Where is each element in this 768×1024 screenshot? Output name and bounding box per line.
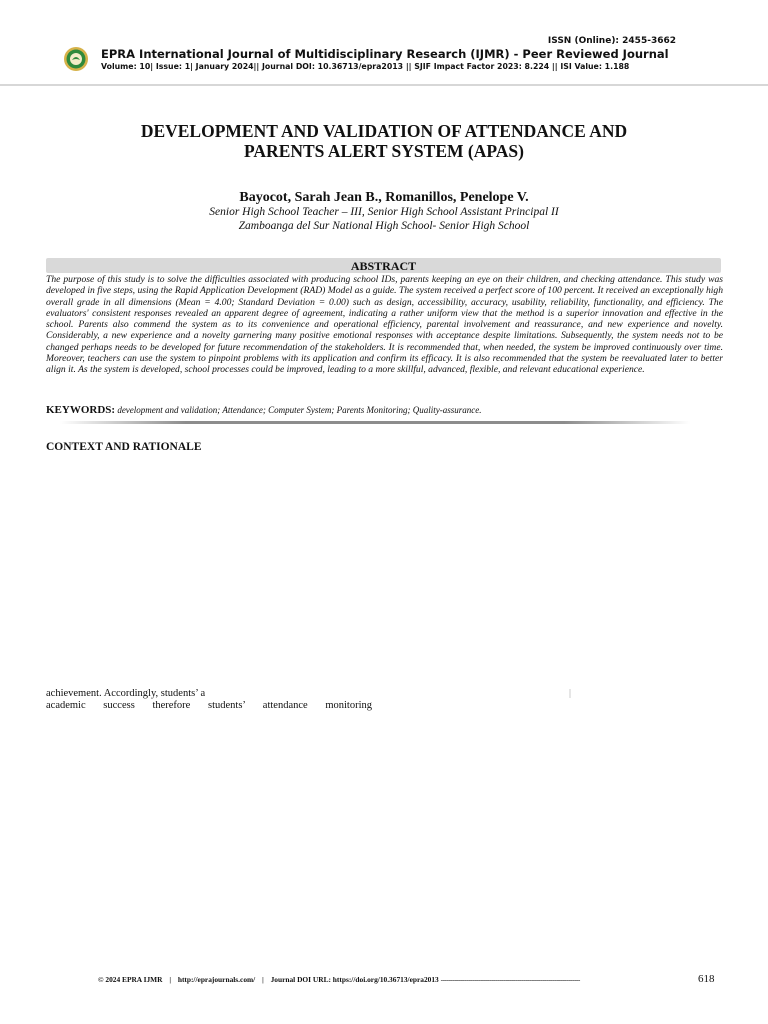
keywords-list: development and validation; Attendance; Computer System; Parents Monitoring; Quality-assurance. <box>115 405 482 415</box>
issn: ISSN (Online): 2455-3662 <box>547 36 676 46</box>
keywords-label: KEYWORDS: <box>46 404 116 416</box>
copyright: 2024 EPRA IJMR <box>105 975 163 984</box>
journal-meta: Volume: 10| Issue: 1| January 2024|| Journal DOI: 10.36713/epra2013 || SJIF Impact Factor 2023: 8.224 || ISI Value: 1.188 <box>101 62 630 71</box>
page-footer: © 2024 EPRA IJMR | http://eprajournals.com/ | Journal DOI URL: https://doi.org/10.36713/epra2013 ----------------------------------------------------------------------- <box>98 975 580 984</box>
journal-seal-icon <box>63 46 89 72</box>
copyright-symbol: © <box>98 975 104 984</box>
abstract-text: The purpose of this study is to solve the difficulties associated with producing school IDs, parents keeping an eye on their children, and checking attendance. This study was developed in five steps, using the Rapid Application Development (RAD) Model as a guide. The system received a perfect score of 100 percent. It received an exceptionally high overall grade in all dimensions (Mean = 4.00; Standard Deviation = 0.00) such as design, accessibility, accuracy, usability, reliability, functionality, and efficiency. The evaluators' consistent responses revealed an apparent degree of agreement, indicating a rather uniform view that the method is a superior innovation and effective in the school. Parents also commend the system as to its convenience and operational efficiency, parental involvement and reassurance, and new experience and novelty. Considerably, a new experience and a novelty garnering many positive emotional responses with acceptance despite limitations. Subsequently, the system needs not to be changed perhaps needs to be developed for future recommendation of the stakeholders. It is recommended that, when needed, the system be improved continuously over time. Moreover, teachers can use the system to pinpoint problems with its application and confirm its efficacy. It is also recommended that the system be reevaluated later to better align it. As the system is developed, school processes could be improved, leading to a more skillful, advanced, flexible, and relevant educational experience. <box>46 274 723 376</box>
paper-title <box>40 121 728 161</box>
paper-title-line-1: DEVELOPMENT AND VALIDATION OF ATTENDANCE AND <box>140 121 628 141</box>
section-divider <box>60 421 690 424</box>
body-text-line-1: achievement. Accordingly, students’ a <box>46 688 206 699</box>
footer-dashes: ----------------------------------------------------------------------- <box>440 975 580 984</box>
journal-title: EPRA International Journal of Multidisciplinary Research (IJMR) - Peer Reviewed Journal <box>101 47 669 61</box>
affiliation-role: Senior High School Teacher – III, Senior High School Assistant Principal II <box>209 206 559 218</box>
text-fragment-mark <box>569 689 571 698</box>
section-heading: CONTEXT AND RATIONALE <box>46 441 202 453</box>
page-number: 618 <box>698 973 715 985</box>
paper-authors: Bayocot, Sarah Jean B., Romanillos, Penelope V. <box>239 190 529 205</box>
journal-header <box>0 0 768 86</box>
body-text-line-2: academic success therefore students’ attendance monitoring <box>46 700 372 711</box>
journal-site-link[interactable]: http://eprajournals.com/ <box>177 975 256 984</box>
affiliation-school: Zamboanga del Sur National High School- Senior High School <box>238 220 530 232</box>
keywords <box>46 404 723 416</box>
abstract-heading: ABSTRACT <box>46 258 721 273</box>
paper-title-line-2: PARENTS ALERT SYSTEM (APAS) <box>244 141 524 161</box>
journal-doi[interactable]: Journal DOI URL: https://doi.org/10.36713/epra2013 <box>270 975 439 984</box>
